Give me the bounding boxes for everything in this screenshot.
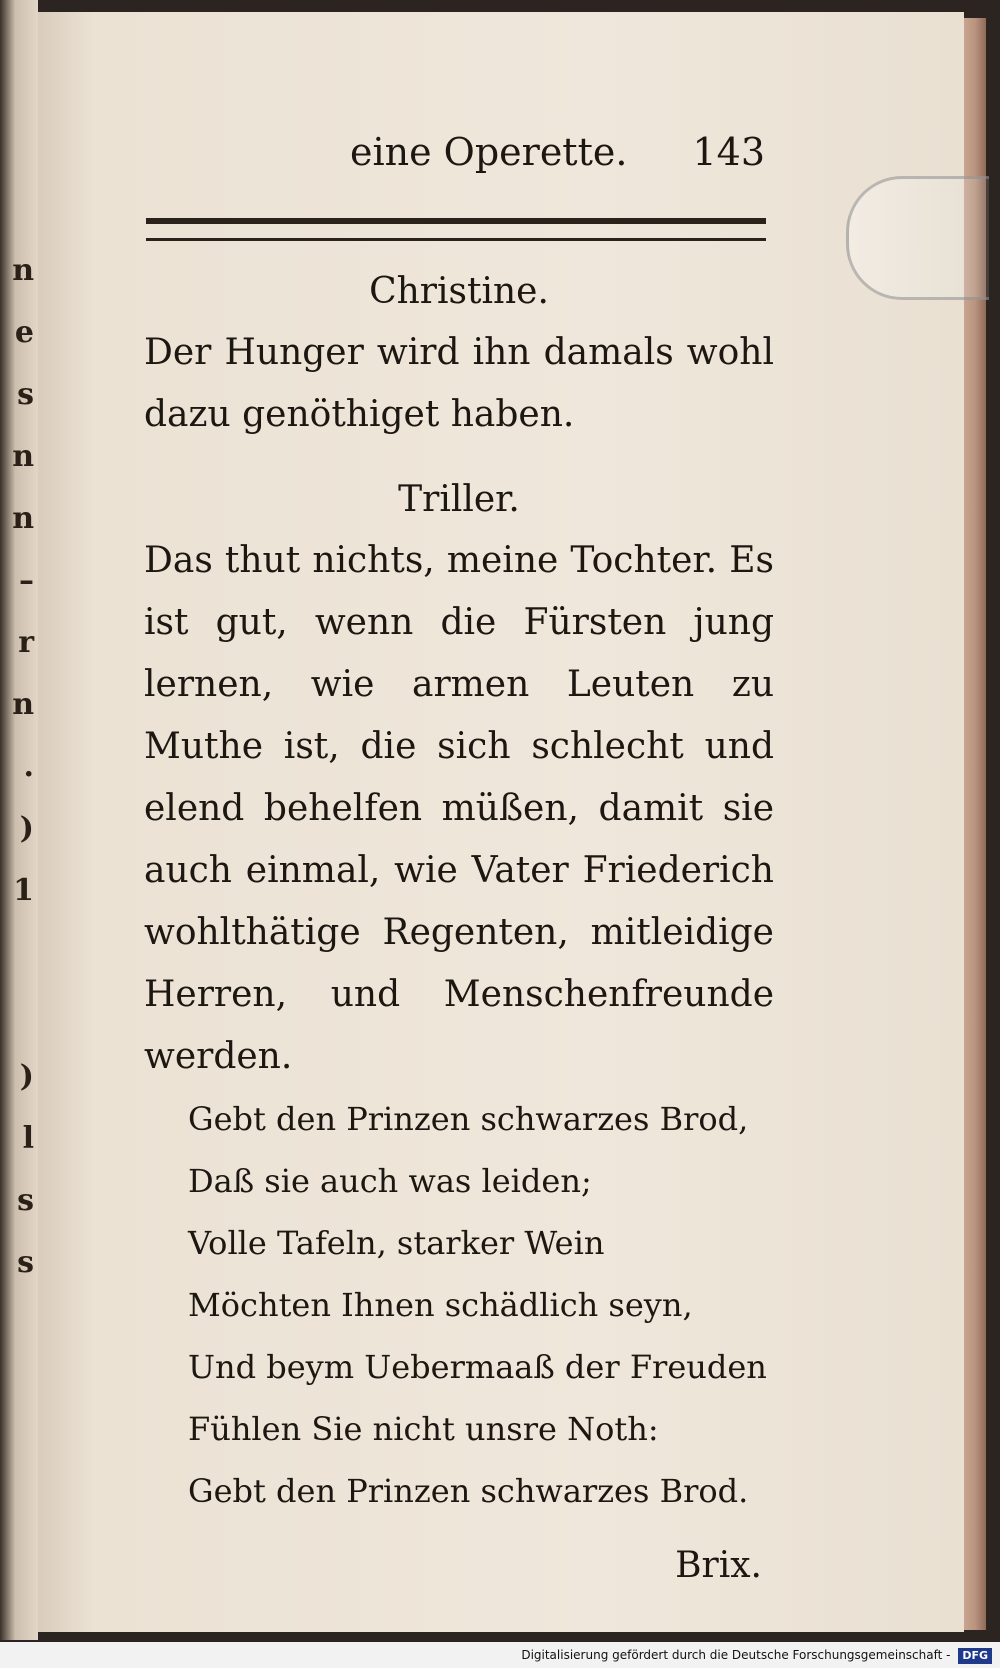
digitization-footer bbox=[0, 1642, 1000, 1668]
fragment: ) bbox=[19, 1059, 34, 1094]
fragment: ) bbox=[19, 811, 34, 846]
page-clip bbox=[846, 176, 989, 300]
verse-line: Gebt den Prinzen schwarzes Brod. bbox=[188, 1472, 749, 1510]
facing-page-fragments bbox=[2, 240, 34, 1294]
verse-line: Möchten Ihnen schädlich seyn, bbox=[188, 1286, 693, 1324]
dfg-logo: DFG bbox=[958, 1648, 992, 1664]
fragment: s bbox=[17, 377, 34, 412]
fragment: – bbox=[19, 563, 34, 598]
fragment: r bbox=[18, 625, 34, 660]
spacer bbox=[144, 446, 774, 470]
fragment: 1 bbox=[13, 873, 34, 908]
speaker-name: Christine. bbox=[369, 271, 549, 312]
fragment: l bbox=[22, 1121, 34, 1156]
fragment: n bbox=[12, 501, 34, 536]
header-rule bbox=[146, 218, 766, 241]
fragment bbox=[2, 984, 34, 1046]
running-title: eine Operette. bbox=[350, 130, 628, 174]
funding-credit: Digitalisierung gefördert durch die Deutsche Forschungsgemeinschaft - bbox=[521, 1648, 951, 1662]
facing-page-edge bbox=[0, 0, 38, 1640]
verse-line: Gebt den Prinzen schwarzes Brod, bbox=[188, 1100, 749, 1138]
verse-line: Daß sie auch was leiden; bbox=[188, 1162, 592, 1200]
verse-line: Und beym Uebermaaß der Freuden bbox=[188, 1348, 767, 1386]
fragment: n bbox=[12, 687, 34, 722]
page-text bbox=[144, 262, 774, 1596]
fragment bbox=[2, 922, 34, 984]
fragment: . bbox=[23, 749, 34, 784]
running-header bbox=[350, 130, 765, 190]
fragment: n bbox=[12, 253, 34, 288]
fragment: e bbox=[14, 315, 34, 350]
fragment: s bbox=[17, 1245, 34, 1280]
song-verse bbox=[144, 1088, 774, 1522]
dialogue-paragraph: Das thut nichts, meine Tochter. Es ist gut, wenn die Fürsten jung lernen, wie armen Leuten zu Muthe ist, die sich schlecht und elend behelfen müßen, damit sie auch einmal, wie Vater Friederich wohlthätige Regenten, mitleidige Herren, und Menschenfreunde werden. bbox=[144, 540, 774, 1077]
verse-line: Fühlen Sie nicht unsre Noth: bbox=[188, 1410, 659, 1448]
verse-line: Volle Tafeln, starker Wein bbox=[188, 1224, 605, 1262]
catchword: Brix. bbox=[675, 1545, 762, 1586]
fragment: n bbox=[12, 439, 34, 474]
dialogue-paragraph: Der Hunger wird ihn damals wohl dazu genöthiget haben. bbox=[144, 332, 774, 435]
fragment: s bbox=[17, 1183, 34, 1218]
speaker-name: Triller. bbox=[398, 479, 520, 520]
page-number: 143 bbox=[692, 130, 765, 174]
